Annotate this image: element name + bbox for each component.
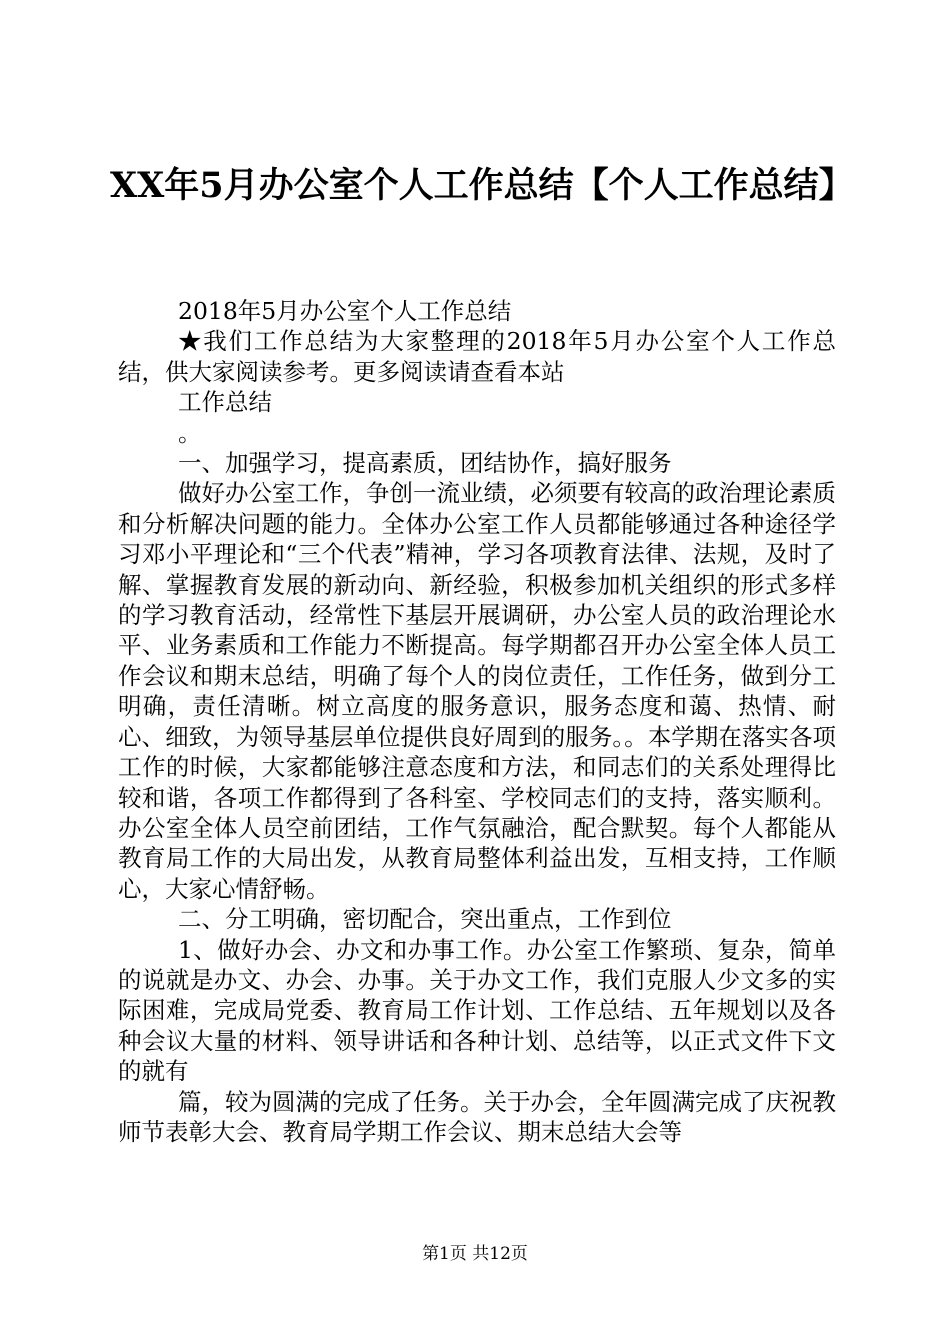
paragraph-period: 。 (178, 418, 202, 447)
paragraph-subtitle: 2018年5月办公室个人工作总结 (178, 297, 512, 325)
page-number: 第1页 (422, 1244, 467, 1264)
paragraph-section-2-item-1: 1、做好办会、办文和办事工作。办公室工作繁琐、复杂，简单的说就是办文、办会、办事。关于办文工作，我们克服人少文多的实际困难，完成局党委、教育局工作计划、工作总结、五年规划以及各种会议大量的材料、领导讲话和各种计划、总结等，以正式文件下文的就有 (118, 935, 836, 1086)
paragraph-section-2-continued: 篇，较为圆满的完成了任务。关于办会，全年圆满完成了庆祝教师节表彰大会、教育局学期工作会议、期末总结大会等 (118, 1087, 836, 1146)
page-total: 共12页 (472, 1244, 528, 1264)
page-footer (0, 1243, 950, 1265)
document-title: XX年5月办公室个人工作总结【个人工作总结】 (110, 165, 854, 206)
section-heading-1: 一、加强学习，提高素质，团结协作，搞好服务 (178, 449, 672, 478)
paragraph-section-1: 做好办公室工作，争创一流业绩，必须要有较高的政治理论素质和分析解决问题的能力。全体办公室工作人员都能够通过各种途径学习邓小平理论和“三个代表”精神，学习各项教育法律、法规，及时了解、掌握教育发展的新动向、新经验，积极参加机关组织的形式多样的学习教育活动，经常性下基层开展调研，办公室人员的政治理论水平、业务素质和工作能力不断提高。每学期都召开办公室全体人员工作会议和期末总结，明确了每个人的岗位责任，工作任务，做到分工明确，责任清晰。树立高度的服务意识，服务态度和蔼、热情、耐心、细致，为领导基层单位提供良好周到的服务。。本学期在落实各项工作的时候，大家都能够注意态度和方法，和同志们的关系处理得比较和谐，各项工作都得到了各科室、学校同志们的支持，落实顺利。办公室全体人员空前团结，工作气氛融洽，配合默契。每个人都能从教育局工作的大局出发，从教育局整体利益出发，互相支持，工作顺心，大家心情舒畅。 (118, 479, 836, 903)
document-body (118, 296, 836, 1147)
paragraph-intro-continued: 工作总结 (178, 388, 272, 417)
section-heading-2: 二、分工明确，密切配合，突出重点，工作到位 (178, 905, 672, 934)
paragraph-intro: ★我们工作总结为大家整理的2018年5月办公室个人工作总结，供大家阅读参考。更多阅读请查看本站 (118, 327, 836, 386)
